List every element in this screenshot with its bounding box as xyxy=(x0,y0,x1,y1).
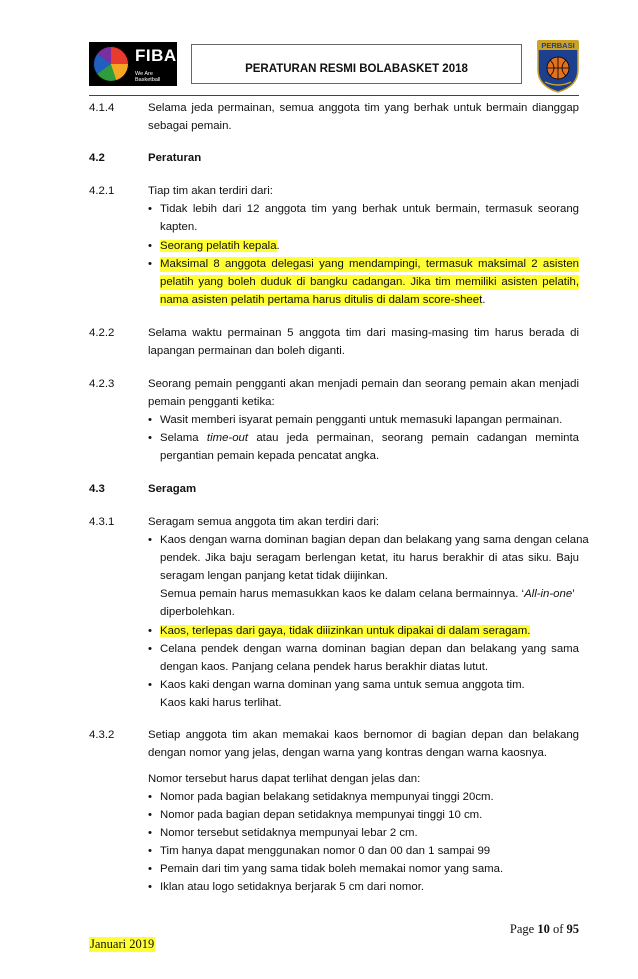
paragraph-line: Seragam semua anggota tim akan terdiri dari: xyxy=(148,516,380,528)
list-item: Tidak lebih dari 12 anggota tim yang berhak untuk bermain, termasuk seorang xyxy=(160,203,579,215)
paragraph-line: lapangan permainan dan boleh diganti. xyxy=(148,345,345,357)
document-title: PERATURAN RESMI BOLABASKET 2018 xyxy=(245,63,468,75)
header-rule xyxy=(89,95,579,96)
highlighted-text: pelatih yang boleh duduk di bangku cadangan. Jika tim memiliki asisten pelatih, xyxy=(160,276,579,288)
bullet-icon: • xyxy=(148,625,152,637)
footer-date: Januari 2019 xyxy=(90,937,155,951)
page-number xyxy=(510,922,579,937)
fiba-wordmark: FIBA xyxy=(135,46,177,65)
bullet-icon: • xyxy=(148,258,152,270)
bullet-icon: • xyxy=(148,240,152,252)
list-item: Celana pendek dengan warna dominan bagian depan dan belakang yang sama xyxy=(160,643,579,655)
text-run: Selama xyxy=(160,432,207,444)
list-item: Kaos kaki harus terlihat. xyxy=(160,697,282,709)
list-item xyxy=(160,587,575,602)
list-item: pergantian pemain kepada pencatat angka. xyxy=(160,450,380,462)
list-item: Pemain dari tim yang sama tidak boleh memakai nomor yang sama. xyxy=(160,863,504,875)
bullet-icon: • xyxy=(148,432,152,444)
section-number: 4.3.1 xyxy=(89,516,115,528)
bullet-icon: • xyxy=(148,534,152,546)
paragraph-line: Selama jeda permainan, semua anggota tim yang berhak untuk bermain dianggap xyxy=(148,102,579,114)
paragraph-line: pemain pengganti ketika: xyxy=(148,396,275,408)
page-of: of xyxy=(549,922,567,936)
list-item: kapten. xyxy=(160,221,198,233)
perbasi-emblem-icon xyxy=(535,38,581,94)
page-current: 10 xyxy=(537,922,550,936)
list-item: dengan kaos. Panjang celana pendek harus berakhir diatas lutut. xyxy=(160,661,489,673)
list-item xyxy=(160,239,280,254)
paragraph-line: dengan nomor yang jelas, dengan warna yang kontras dengan warna kaosnya. xyxy=(148,747,547,759)
list-item: Iklan atau logo setidaknya berjarak 5 cm dari nomor. xyxy=(160,881,425,893)
list-item: Nomor pada bagian belakang setidaknya mempunyai tinggi 20cm. xyxy=(160,791,494,803)
paragraph-line: Nomor tersebut harus dapat terlihat dengan jelas dan: xyxy=(148,773,421,785)
section-number: 4.2.2 xyxy=(89,327,115,339)
section-number: 4.3.2 xyxy=(89,729,115,741)
list-item: Kaos dengan warna dominan bagian depan dan belakang yang sama dengan celana xyxy=(160,534,589,546)
fiba-tagline: We Are Basketball xyxy=(135,71,161,83)
section-number: 4.2.3 xyxy=(89,378,115,390)
paragraph-line: sebagai pemain. xyxy=(148,120,232,132)
text-run: atau jeda permainan, seorang pemain cadangan meminta xyxy=(248,432,579,444)
bullet-icon: • xyxy=(148,643,152,655)
italic-text: All-in-one xyxy=(524,588,573,600)
text-run: Semua pemain harus memasukkan kaos ke dalam celana bermainnya. ‘ xyxy=(160,588,525,600)
section-heading: Peraturan xyxy=(148,152,202,164)
bullet-icon: • xyxy=(148,679,152,691)
bullet-icon: • xyxy=(148,827,152,839)
highlighted-text: Maksimal 8 anggota delegasi yang mendampingi, termasuk maksimal 2 asisten xyxy=(160,258,579,270)
bullet-icon: • xyxy=(148,881,152,893)
paragraph-line: Seorang pemain pengganti akan menjadi pemain dan seorang pemain akan menjadi xyxy=(148,378,579,390)
paragraph-line: Setiap anggota tim akan memakai kaos bernomor di bagian depan dan belakang xyxy=(148,729,579,741)
list-item: Tim hanya dapat menggunakan nomor 0 dan 00 dan 1 sampai 99 xyxy=(160,845,491,857)
section-number: 4.1.4 xyxy=(89,102,115,114)
list-item: pendek. Jika baju seragam berlengan ketat, itu harus berakhir di atas siku. Baju xyxy=(160,552,579,564)
list-item: diperbolehkan. xyxy=(160,606,235,618)
list-item xyxy=(160,293,485,308)
perbasi-text: PERBASI xyxy=(541,41,575,50)
italic-text: time-out xyxy=(206,432,249,444)
list-item: Kaos kaki dengan warna dominan yang sama untuk semua anggota tim. xyxy=(160,679,525,691)
text-run: ’ xyxy=(572,588,575,600)
list-item-end: . xyxy=(276,240,280,252)
bullet-icon: • xyxy=(148,845,152,857)
section-heading: Seragam xyxy=(148,483,197,495)
list-item xyxy=(160,624,530,639)
list-item xyxy=(160,431,579,446)
list-item: seragam lengan panjang ketat tidak diijinkan. xyxy=(160,570,388,582)
page-prefix: Page xyxy=(509,922,538,936)
bullet-icon: • xyxy=(148,791,152,803)
page-total: 95 xyxy=(566,922,579,936)
section-number: 4.2 xyxy=(89,152,105,164)
bullet-icon: • xyxy=(148,809,152,821)
basketball-icon xyxy=(93,46,129,82)
list-item-end: . xyxy=(482,294,486,306)
section-number: 4.2.1 xyxy=(89,185,115,197)
bullet-icon: • xyxy=(148,863,152,875)
fiba-logo xyxy=(89,42,177,86)
list-item: Nomor pada bagian depan setidaknya mempunyai tinggi 10 cm. xyxy=(160,809,483,821)
paragraph-line: Tiap tim akan terdiri dari: xyxy=(148,185,273,197)
paragraph-line: Selama waktu permainan 5 anggota tim dari masing-masing tim harus berada di xyxy=(148,327,579,339)
bullet-icon: • xyxy=(148,203,152,215)
section-number: 4.3 xyxy=(89,483,105,495)
list-item: Nomor tersebut setidaknya mempunyai lebar 2 cm. xyxy=(160,827,418,839)
list-item: Wasit memberi isyarat pemain pengganti untuk memasuki lapangan permainan. xyxy=(160,414,563,426)
highlighted-text: nama asisten pelatih pertama harus ditulis di dalam score-sheet xyxy=(160,294,483,306)
highlighted-text: Seorang pelatih kepala xyxy=(160,240,277,252)
bullet-icon: • xyxy=(148,414,152,426)
highlighted-text: Kaos, terlepas dari gaya, tidak diiizinkan untuk dipakai di dalam seragam. xyxy=(160,625,531,637)
